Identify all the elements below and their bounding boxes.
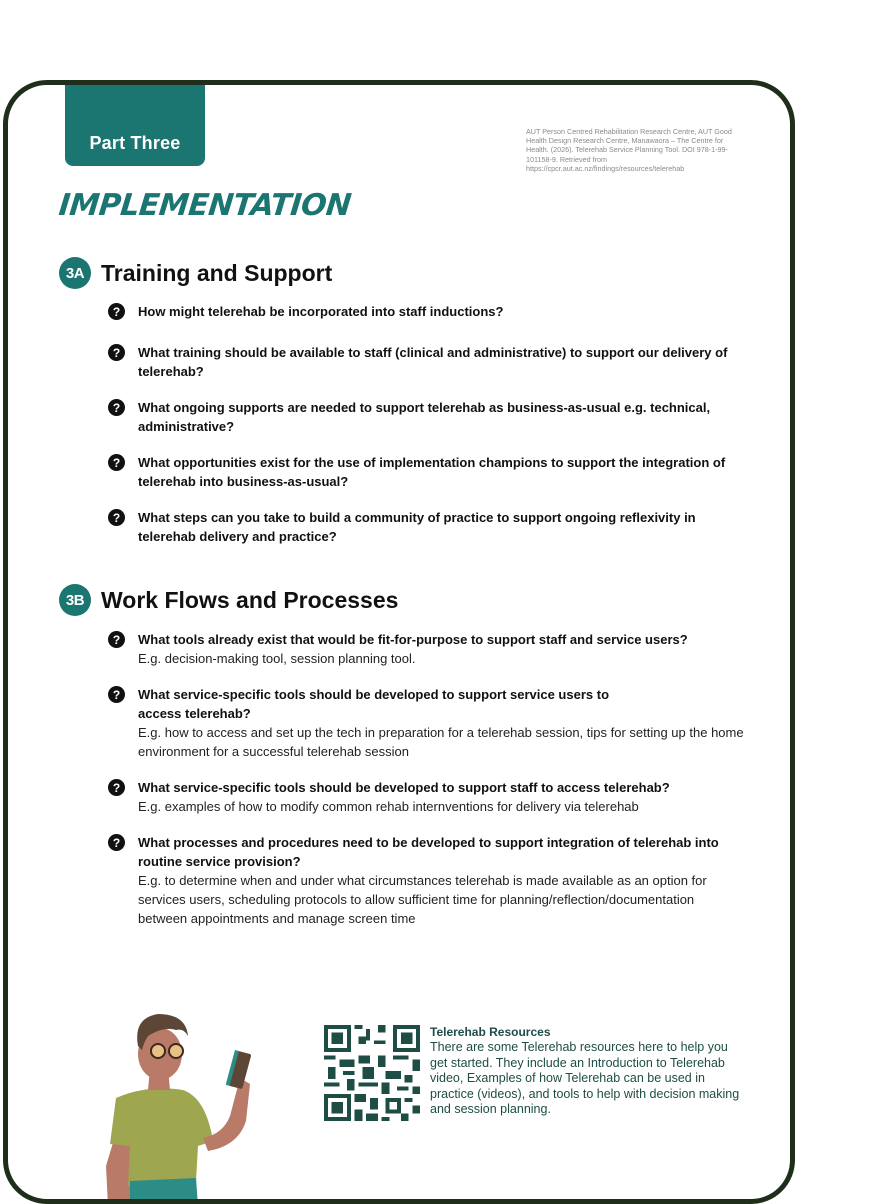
question-icon: ? [108, 509, 125, 526]
question-text: What service-specific tools should be developed to support staff to access telerehab? [138, 780, 670, 795]
person-holding-phone-illustration [88, 1006, 278, 1204]
question-item [108, 630, 748, 668]
question-text: What tools already exist that would be fit-for-purpose to support staff and service users? [138, 632, 688, 647]
question-icon: ? [108, 399, 125, 416]
section-title: Training and Support [101, 259, 333, 286]
section-3a-questions [108, 302, 748, 546]
question-icon: ? [108, 344, 125, 361]
resources-block [324, 1025, 740, 1121]
section-3b-questions [108, 630, 748, 928]
section-badge: 3A [59, 257, 91, 289]
section-3a-header [59, 257, 332, 289]
page-frame [3, 80, 795, 1204]
question-text: How might telerehab be incorporated into staff inductions? [138, 304, 504, 319]
question-icon: ? [108, 454, 125, 471]
question-text: What processes and procedures need to be developed to support integration of telerehab into routine service provision? [138, 835, 719, 869]
section-title: Work Flows and Processes [101, 586, 399, 613]
question-icon: ? [108, 686, 125, 703]
question-example: E.g. examples of how to modify common rehab internventions for delivery via telerehab [138, 799, 639, 814]
section-badge: 3B [59, 584, 91, 616]
resources-title: Telerehab Resources [430, 1025, 551, 1039]
question-icon: ? [108, 631, 125, 648]
resources-body: There are some Telerehab resources here to help you get started. They include an Introduction to Telerehab video, Examples of how Telerehab can be used in practice (videos), and tools to help with decision making and session planning. [430, 1040, 740, 1116]
question-item [108, 833, 748, 928]
question-item [108, 398, 748, 436]
part-label: Part Three [89, 133, 181, 153]
question-icon: ? [108, 303, 125, 320]
question-item [108, 685, 748, 761]
question-icon: ? [108, 779, 125, 796]
question-text: What opportunities exist for the use of implementation champions to support the integration of telerehab into business-as-usual? [138, 455, 726, 489]
question-example: E.g. to determine when and under what circumstances telerehab is made available as an option for services users, scheduling protocols to allow sufficient time for planning/reflection/documentation between appointments and manage screen time [138, 873, 707, 926]
question-item [108, 778, 748, 816]
question-item [108, 453, 748, 491]
citation: AUT Person Centred Rehabilitation Research Centre, AUT Good Health Design Research Centre, Manawaora – The Centre for Health. (2026). Telerehab Service Planning Tool. DOI 978-1-99-101158-9. Retrieved from https://cpcr.aut.ac.nz/findings/resources/telerehab [526, 127, 732, 173]
question-text: What training should be available to staff (clinical and administrative) to support our delivery of telerehab? [138, 345, 728, 379]
resources-text [430, 1025, 740, 1121]
question-example: E.g. how to access and set up the tech in preparation for a telerehab session, tips for setting up the home environment for a successful telerehab session [138, 725, 744, 759]
question-item [108, 508, 748, 546]
page-title: IMPLEMENTATION [57, 188, 353, 223]
question-icon: ? [108, 834, 125, 851]
qr-code-icon[interactable] [324, 1025, 420, 1121]
question-example: E.g. decision-making tool, session planning tool. [138, 651, 416, 666]
question-item [108, 302, 748, 321]
part-tab [65, 80, 205, 166]
question-text: What ongoing supports are needed to support telerehab as business-as-usual e.g. technical, administrative? [138, 400, 711, 434]
question-text: What service-specific tools should be developed to support service users to access telerehab? [138, 687, 610, 721]
section-3b-header [59, 584, 398, 616]
question-text: What steps can you take to build a community of practice to support ongoing reflexivity in telerehab delivery and practice? [138, 510, 696, 544]
question-item [108, 343, 748, 381]
